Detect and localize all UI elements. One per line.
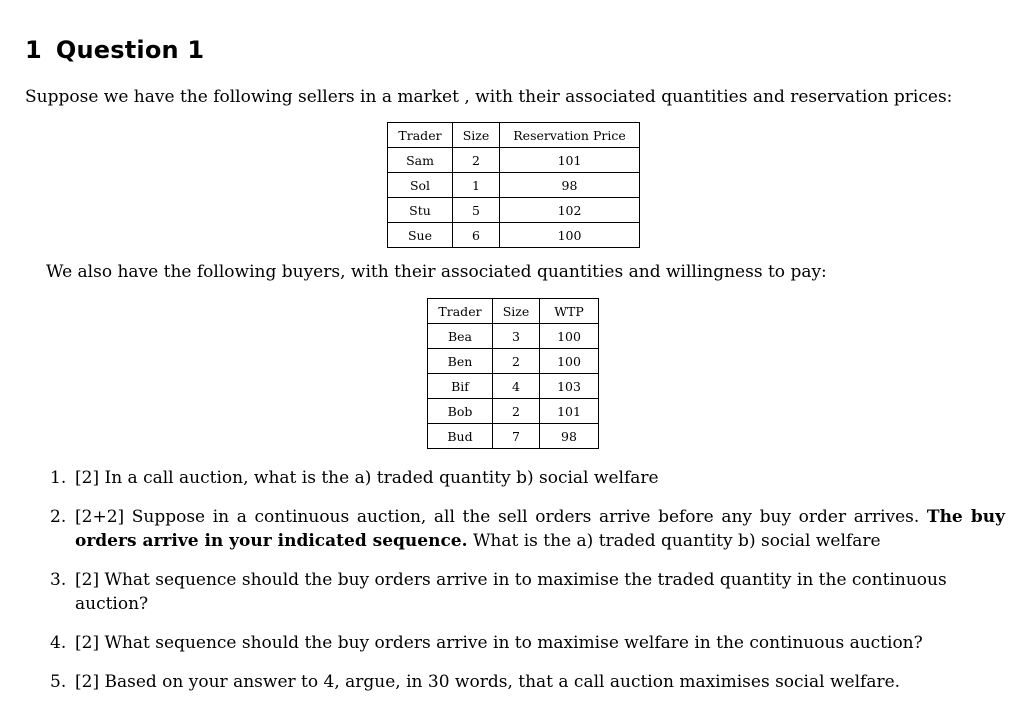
question-item [50, 466, 1005, 490]
size-cell: 2 [493, 349, 540, 374]
table-row [388, 148, 640, 173]
question-item [50, 631, 1005, 655]
table-row [428, 324, 599, 349]
question-list [50, 466, 1005, 709]
trader-cell: Ben [428, 349, 493, 374]
trader-cell: Sol [388, 173, 453, 198]
question-text: [2] What sequence should the buy orders arrive in to maximise welfare in the continuous auction? [75, 633, 923, 653]
price-cell: 102 [500, 198, 640, 223]
wtp-cell: 100 [540, 324, 599, 349]
table-row [428, 374, 599, 399]
question-number: 2. [50, 507, 67, 527]
table-header-row [428, 299, 599, 324]
column-header: Reservation Price [500, 123, 640, 148]
trader-cell: Bea [428, 324, 493, 349]
size-cell: 4 [493, 374, 540, 399]
trader-cell: Bob [428, 399, 493, 424]
size-cell: 2 [453, 148, 500, 173]
sellers-table [387, 122, 640, 248]
trader-cell: Stu [388, 198, 453, 223]
table-row [388, 198, 640, 223]
wtp-cell: 101 [540, 399, 599, 424]
price-cell: 101 [500, 148, 640, 173]
price-cell: 98 [500, 173, 640, 198]
trader-cell: Bif [428, 374, 493, 399]
table-row [428, 424, 599, 449]
wtp-cell: 103 [540, 374, 599, 399]
question-number: 5. [50, 672, 67, 692]
buyers-intro-paragraph: We also have the following buyers, with their associated quantities and willingness to pay: [46, 262, 827, 282]
wtp-cell: 100 [540, 349, 599, 374]
table-row [388, 223, 640, 248]
question-text: [2] Based on your answer to 4, argue, in 30 words, that a call auction maximises social welfare. [75, 672, 901, 692]
size-cell: 7 [493, 424, 540, 449]
question-emphasis: The buy orders arrive in your indicated sequence. [75, 507, 1005, 551]
column-header: Trader [428, 299, 493, 324]
buyers-table [427, 298, 599, 449]
column-header: Size [493, 299, 540, 324]
question-item [50, 568, 1005, 616]
size-cell: 2 [493, 399, 540, 424]
section-number: 1 [25, 36, 42, 64]
table-row [428, 399, 599, 424]
question-number: 3. [50, 570, 67, 590]
column-header: WTP [540, 299, 599, 324]
question-item [50, 505, 1005, 553]
section-heading [25, 36, 204, 64]
question-number: 1. [50, 468, 67, 488]
size-cell: 1 [453, 173, 500, 198]
sellers-intro-paragraph: Suppose we have the following sellers in a market , with their associated quantities and reservation prices: [25, 87, 953, 107]
question-text: [2] In a call auction, what is the a) traded quantity b) social welfare [75, 468, 659, 488]
question-item [50, 670, 1005, 694]
table-row [428, 349, 599, 374]
trader-cell: Bud [428, 424, 493, 449]
column-header: Trader [388, 123, 453, 148]
size-cell: 3 [493, 324, 540, 349]
trader-cell: Sam [388, 148, 453, 173]
wtp-cell: 98 [540, 424, 599, 449]
table-row [388, 173, 640, 198]
table-header-row [388, 123, 640, 148]
size-cell: 5 [453, 198, 500, 223]
size-cell: 6 [453, 223, 500, 248]
section-title: Question 1 [55, 36, 205, 64]
question-text: [2+2] Suppose in a continuous auction, all the sell orders arrive before any buy order arrives. [75, 507, 920, 527]
trader-cell: Sue [388, 223, 453, 248]
column-header: Size [453, 123, 500, 148]
question-text: [2] What sequence should the buy orders arrive in to maximise the traded quantity in the continuous auction? [75, 570, 947, 614]
price-cell: 100 [500, 223, 640, 248]
question-text-continued: What is the a) traded quantity b) social welfare [472, 531, 881, 551]
question-number: 4. [50, 633, 67, 653]
